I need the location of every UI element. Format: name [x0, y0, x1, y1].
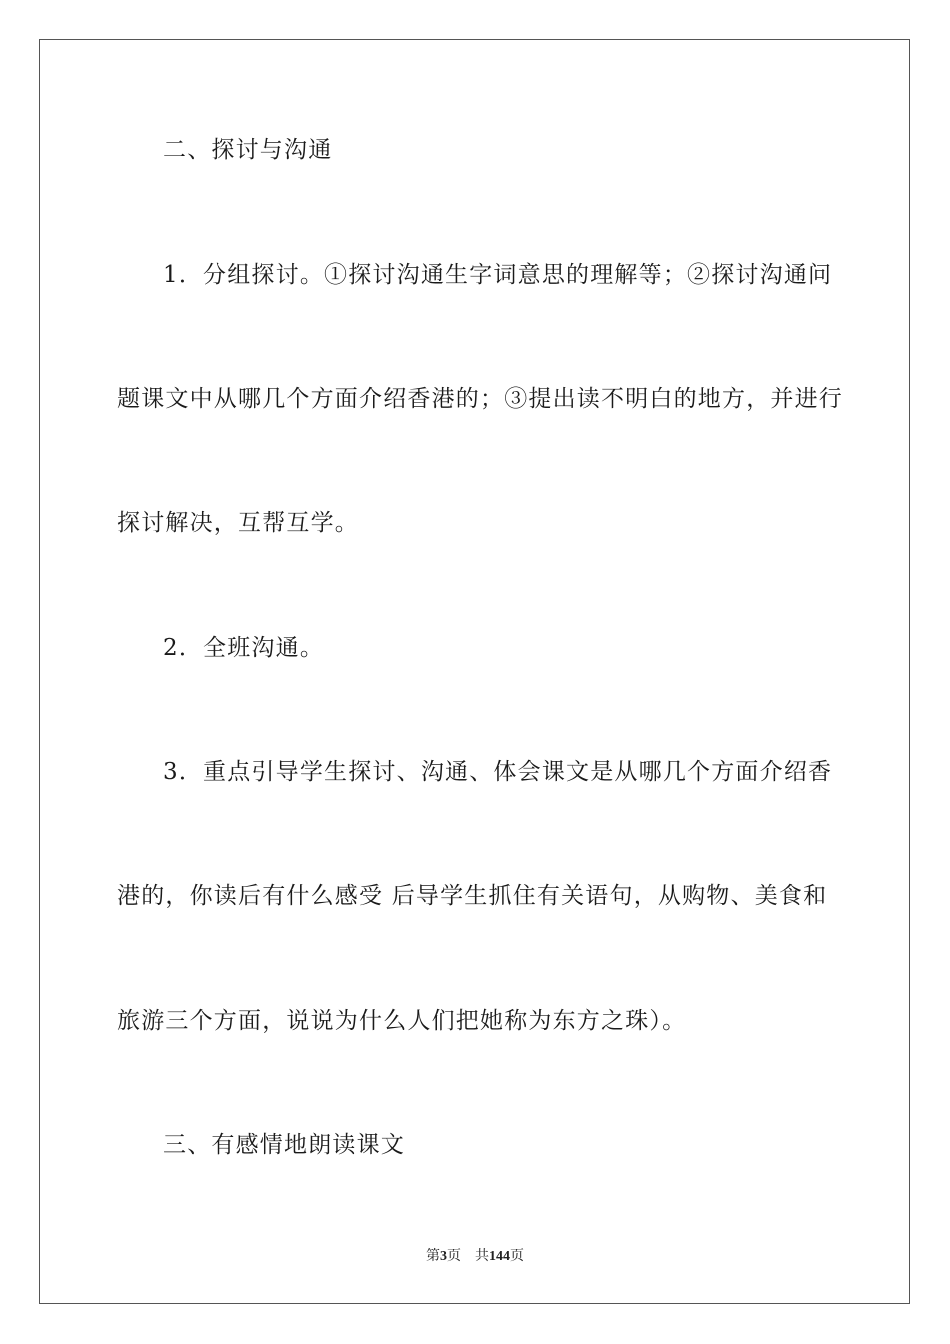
footer-page-suffix: 页: [447, 1249, 461, 1264]
page-footer: [0, 1248, 950, 1266]
paragraph-item-1-line-2: 题课文中从哪几个方面介绍香港的；③提出读不明白的地方，并进行: [117, 386, 843, 412]
footer-page-prefix: 第: [426, 1249, 440, 1264]
section-heading-3: 三、有感情地朗读课文: [163, 1132, 405, 1158]
footer-page-number: 3: [440, 1249, 447, 1264]
footer-total-prefix: 共: [475, 1249, 489, 1264]
section-heading-2: 二、探讨与沟通: [163, 137, 333, 163]
footer-total-pages: 144: [489, 1249, 510, 1264]
paragraph-item-3-line-1: 3．重点引导学生探讨、沟通、体会课文是从哪几个方面介绍香: [163, 759, 833, 785]
paragraph-item-2: 2．全班沟通。: [163, 635, 325, 661]
footer-total-suffix: 页: [510, 1249, 524, 1264]
page-border: [39, 39, 910, 1304]
paragraph-item-3-line-2: 港的，你读后有什么感受 后导学生抓住有关语句，从购物、美食和: [117, 883, 828, 909]
paragraph-item-1-line-3: 探讨解决，互帮互学。: [117, 510, 359, 536]
paragraph-item-1-line-1: 1．分组探讨。①探讨沟通生字词意思的理解等；②探讨沟通问: [163, 262, 833, 288]
paragraph-item-3-line-3: 旅游三个方面，说说为什么人们把她称为东方之珠）。: [117, 1008, 687, 1034]
